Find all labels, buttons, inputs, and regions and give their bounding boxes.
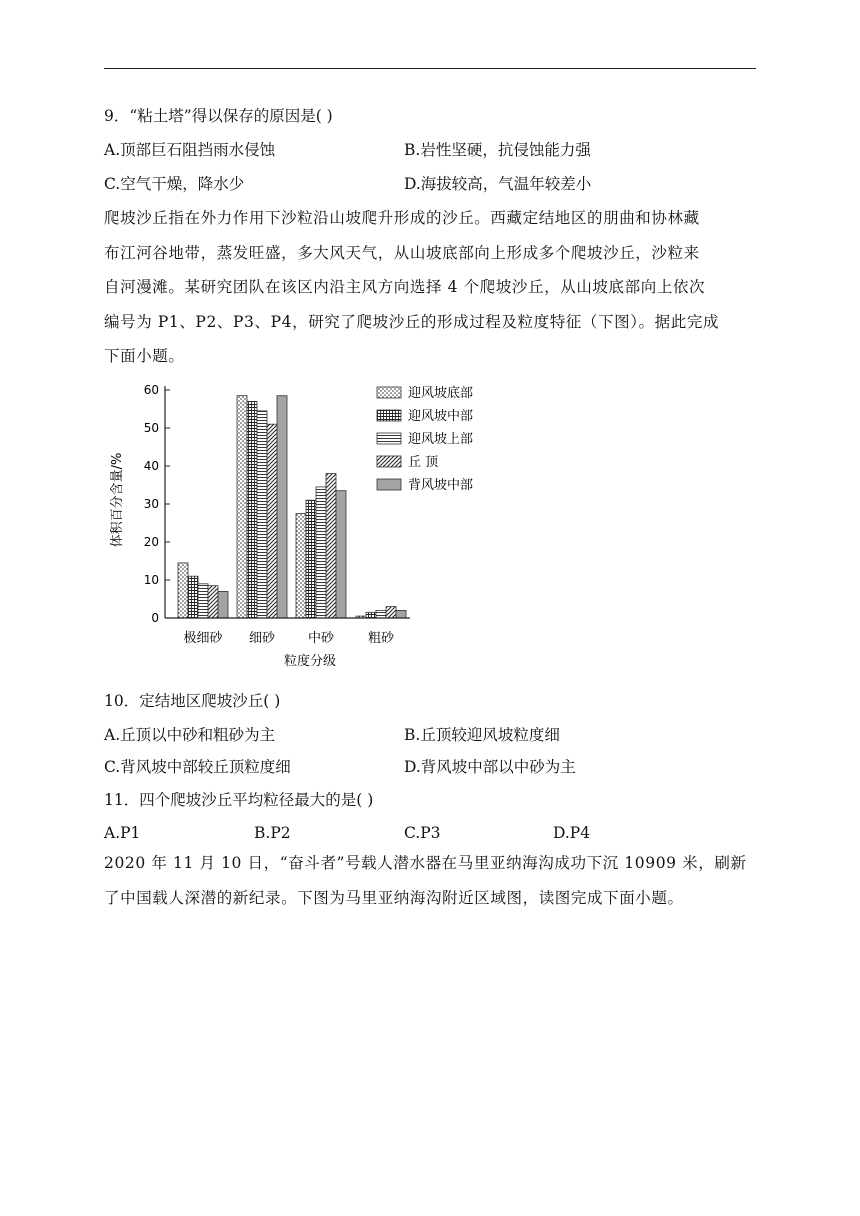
x-tick-label: 极细砂 [183, 631, 223, 646]
legend-swatch [377, 387, 401, 398]
bar [277, 396, 287, 618]
legend-label: 迎风坡中部 [408, 409, 474, 424]
q10-option-d: D.背风坡中部以中砂为主 [404, 758, 576, 776]
bar [218, 591, 228, 618]
bar [198, 584, 208, 618]
bar [396, 610, 406, 618]
q11-option-d: D.P4 [553, 824, 591, 842]
q11-option-b: B.P2 [254, 824, 291, 842]
legend-swatch [377, 456, 401, 467]
x-axis [165, 618, 410, 646]
bar [386, 607, 396, 618]
q11-stem: 11．四个爬坡沙丘平均粒径最大的是( ) [104, 791, 374, 809]
q9-option-d: D.海拔较高，气温年较差小 [404, 175, 592, 193]
y-tick-label: 0 [151, 611, 159, 625]
q9-option-b: B.岩性坚硬，抗侵蚀能力强 [404, 141, 591, 159]
passage-1-line: 编号为 P1、P2、P3、P4，研究了爬坡沙丘的形成过程及粒度特征（下图）。据此完成 [104, 312, 720, 331]
bar [376, 610, 386, 618]
legend-label: 迎风坡底部 [408, 386, 474, 401]
q10-option-c: C.背风坡中部较丘顶粒度细 [104, 758, 291, 776]
legend-swatch [377, 433, 401, 444]
x-tick-label: 中砂 [307, 631, 335, 646]
y-tick-label: 10 [143, 573, 159, 587]
x-axis-label: 粒度分级 [283, 654, 337, 669]
bar [316, 487, 326, 618]
legend-label: 丘 顶 [408, 455, 439, 470]
passage-2 [104, 846, 756, 915]
legend [377, 385, 473, 493]
grain-size-chart [110, 380, 510, 675]
y-tick-label: 30 [143, 497, 159, 511]
passage-1-line: 下面小题。 [104, 347, 185, 365]
legend-label: 背风坡中部 [408, 478, 474, 493]
legend-swatch [377, 410, 401, 421]
bar [188, 576, 198, 618]
bars [178, 396, 406, 618]
passage-2-line: 2020 年 11 月 10 日，“奋斗者”号载人潜水器在马里亚纳海沟成功下沉 10909 米，刷新 [104, 854, 747, 872]
q9-option-c: C.空气干燥，降水少 [104, 175, 245, 193]
y-axis-label: 体积百分含量/% [110, 452, 125, 548]
passage-1 [104, 201, 756, 374]
y-tick-label: 60 [143, 383, 159, 397]
bar [257, 411, 267, 618]
q9-stem: 9．“粘土塔”得以保存的原因是( ) [104, 107, 333, 125]
y-tick-label: 50 [143, 421, 159, 435]
passage-1-line: 爬坡沙丘指在外力作用下沙粒沿山坡爬升形成的沙丘。西藏定结地区的朋曲和协林藏 [104, 209, 700, 227]
bar [326, 474, 336, 618]
q9-option-a: A.顶部巨石阻挡雨水侵蚀 [104, 141, 276, 159]
bar [208, 586, 218, 618]
bar [237, 396, 247, 618]
bar [178, 563, 188, 618]
q10-option-b: B.丘顶较迎风坡粒度细 [404, 726, 560, 744]
bar [306, 500, 316, 618]
legend-label: 迎风坡上部 [408, 432, 474, 447]
q10-stem: 10．定结地区爬坡沙丘( ) [104, 692, 281, 710]
q11-option-a: A.P1 [104, 824, 141, 842]
q11-option-c: C.P3 [404, 824, 441, 842]
header-rule [104, 68, 756, 69]
bar [366, 612, 376, 618]
y-tick-label: 20 [143, 535, 159, 549]
bar [336, 491, 346, 618]
passage-1-line: 自河漫滩。某研究团队在该区内沿主风方向选择 4 个爬坡沙丘，从山坡底部向上依次 [104, 278, 706, 296]
x-tick-label: 粗砂 [367, 631, 395, 646]
bar [296, 514, 306, 619]
passage-2-line: 了中国载人深潜的新纪录。下图为马里亚纳海沟附近区域图，读图完成下面小题。 [104, 888, 684, 907]
bar [267, 424, 277, 618]
y-tick-label: 40 [143, 459, 159, 473]
q10-option-a: A.丘顶以中砂和粗砂为主 [104, 726, 276, 744]
y-axis [144, 383, 170, 625]
passage-1-line: 布江河谷地带，蒸发旺盛，多大风天气，从山坡底部向上形成多个爬坡沙丘，沙粒来 [104, 243, 700, 262]
x-tick-label: 细砂 [248, 631, 276, 646]
bar [247, 401, 257, 618]
legend-swatch [377, 479, 401, 490]
